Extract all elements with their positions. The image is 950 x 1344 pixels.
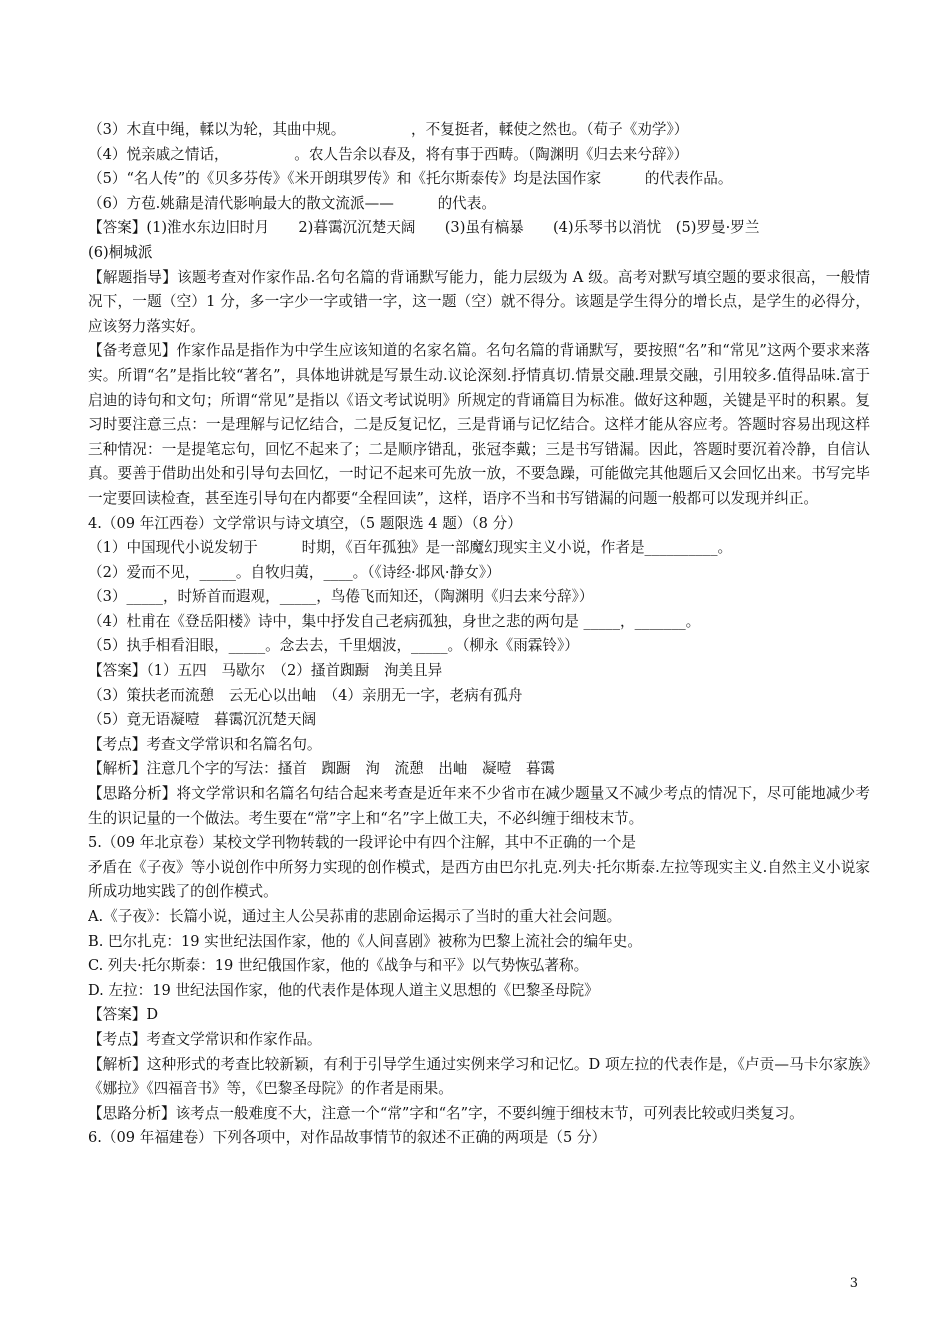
text-line: 【考点】考查文学常识和作家作品。	[88, 1030, 322, 1048]
text-line: （2）爱而不见，_____。自牧归荑，____。（《诗经·邶风·静女》）	[88, 563, 501, 581]
guidance-paragraph: 【解题指导】该题考查对作家作品.名句名篇的背诵默写能力，能力层级为 A 级。高考对默写填空题的要求很高，一般情况下，一题（空）1 分，多一字少一字或错一字，这一题（空）就不得分。该题是学生得分的增长点，是学生的必得分，应该努力落实好。	[88, 268, 870, 335]
question-heading: 5.（09 年北京卷）某校文学刊物转载的一段评论中有四个注解，其中不正确的一个是	[88, 834, 636, 852]
option-line: A.《子夜》：长篇小说，通过主人公吴荪甫的悲剧命运揭示了当时的重大社会问题。	[88, 908, 622, 925]
explanation-paragraph: 【解析】这种形式的考查比较新颖，有利于引导学生通过实例来学习和记忆。D 项左拉的代表作是，《卢贡—马卡尔家族》《娜拉》《四福音书》等，《巴黎圣母院》的作者是雨果。	[88, 1055, 870, 1098]
option-line: B. 巴尔扎克：19 实世纪法国作家，他的《人间喜剧》被称为巴黎上流社会的编年史。	[88, 932, 642, 950]
question-heading: 4.（09 年江西卷）文学常识与诗文填空，（5 题限选 4 题）（8 分）	[88, 514, 522, 532]
answer-line: （3）策扶老而流憩 云无心以出岫 （4）亲朋无一字，老病有孤舟	[88, 686, 523, 704]
text-line: （5）“名人传”的《贝多芬传》《米开朗琪罗传》和《托尔斯泰传》均是法国作家 的代表作品。	[88, 170, 733, 188]
text-line: （6）方苞.姚鼐是清代影响最大的散文流派—— 的代表。	[88, 194, 496, 212]
option-line: D. 左拉：19 世纪法国作家，他的代表作是体现人道主义思想的《巴黎圣母院》	[88, 981, 599, 999]
text-line: （3）_____，时矫首而遐观，_____，鸟倦飞而知还，（陶渊明《归去来兮辞》）	[88, 588, 594, 606]
question-heading: 6.（09 年福建卷）下列各项中，对作品故事情节的叙述不正确的两项是（5 分）	[88, 1129, 607, 1147]
answer-line: （5）竟无语凝噎 暮霭沉沉楚天阔	[88, 711, 317, 729]
text-line: 【解析】注意几个字的写法：搔首 踟蹰 洵 流憩 出岫 凝噎 暮霭	[88, 760, 556, 778]
text-line: （3）木直中绳，輮以为轮，其曲中规。 ，不复挺者，輮使之然也。（荀子《劝学》）	[88, 121, 689, 138]
text-line: （5）执手相看泪眼，_____。念去去，千里烟波，_____。（柳永《雨霖铃》）	[88, 637, 579, 655]
answer-line: 【答案】(1)淮水东边旧时月 2)暮霭沉沉楚天阔 (3)虽有槁暴 (4)乐琴书以消忧 (5)罗曼·罗兰	[88, 219, 760, 237]
document-body	[88, 118, 870, 1151]
text-line: （4）杜甫在《登岳阳楼》诗中，集中抒发自己老病孤独，身世之悲的两句是 _____，_______。	[88, 612, 701, 630]
answer-line: 【答案】D	[88, 1006, 159, 1024]
text-line: （4）悦亲戚之情话， 。农人告余以春及，将有事于西畴。（陶渊明《归去来兮辞》）	[88, 145, 689, 163]
preparation-paragraph: 【备考意见】作家作品是指作为中学生应该知道的名家名篇。名句名篇的背诵默写，要按照“名”和“常见”这两个要求来落实。所谓“名”是指比较“著名”，具体地讲就是写景生动.议论深刻.抒情真切.情景交融.理景交融，引用较多.值得品味.富于启迪的诗句和文句；所谓“常见”是指以《语文考试说明》所规定的背诵篇目为标准。做好这种题，关键是平时的积累。复习时要注意三点：一是理解与记忆结合，二是反复记忆，三是背诵与记忆结合。这样才能从容应考。答题时容易出现这样三种情况：一是提笔忘句，回忆不起来了；二是顺序错乱，张冠李戴；三是书写错漏。因此，答题时要沉着冷静，自信认真。要善于借助出处和引导句去回忆，一时记不起来可先放一放，不要急躁，可能做完其他题后又会回忆出来。书写完毕一定要回读检查，甚至连引导句在内都要“全程回读”，这样，语序不当和书写错漏的问题一般都可以发现并纠正。	[88, 342, 870, 507]
analysis-paragraph: 【思路分析】将文学常识和名篇名句结合起来考查是近年来不少省市在减少题量又不减少考点的情况下，尽可能地减少考生的识记量的一个做法。考生要在“常”字上和“名”字上做工夫，不必纠缠于细枝末节。	[88, 785, 870, 827]
option-line: C. 列夫·托尔斯泰：19 世纪俄国作家，他的《战争与和平》以气势恢弘著称。	[88, 957, 589, 975]
answer-line: 【答案】（1）五四 马歇尔 （2）搔首踟蹰 洵美且异	[88, 662, 443, 680]
text-line: （1）中国现代小说发轫于 时期，《百年孤独》是一部魔幻现实主义小说，作者是__________。	[88, 539, 733, 557]
page-number: 3	[849, 1276, 858, 1291]
text-line: 【考点】考查文学常识和名篇名句。	[88, 735, 322, 753]
answer-line: (6)桐城派	[88, 243, 153, 261]
quote-paragraph: 矛盾在《子夜》等小说创作中所努力实现的创作模式，是西方由巴尔扎克.列夫·托尔斯泰.左拉等现实主义.自然主义小说家所成功地实践了的创作模式。	[88, 858, 870, 901]
analysis-paragraph: 【思路分析】该考点一般难度不大，注意一个“常”字和“名”字，不要纠缠于细枝末节，可列表比较或归类复习。	[88, 1104, 804, 1122]
